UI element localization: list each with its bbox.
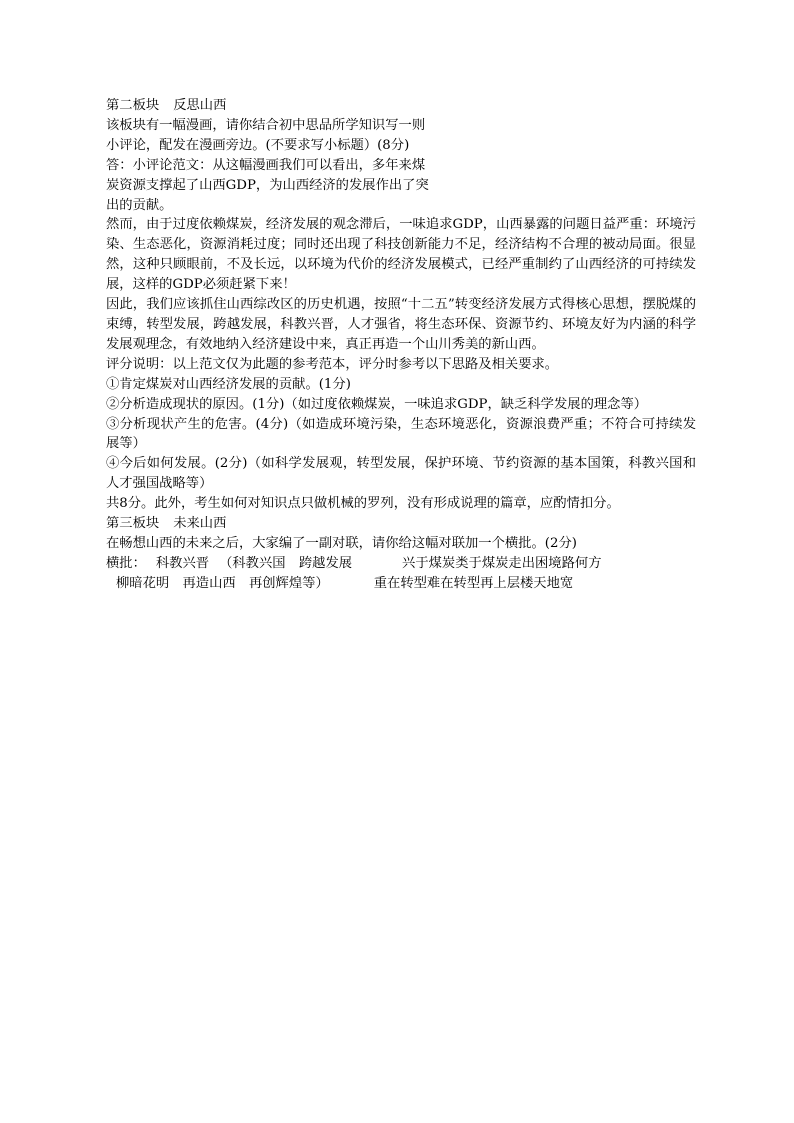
section3-subtitle: 未来山西 — [173, 516, 227, 532]
answer-line2: 炭资源支撑起了山西GDP，为山西经济的发展作出了突 — [106, 177, 429, 193]
section2-question-line2: 小评论，配发在漫画旁边。(不要求写小标题）(8分) — [106, 137, 410, 153]
answer-line3: 出的贡献。 — [106, 197, 173, 213]
total-score-note: 共8分。此外，考生如何对知识点只做机械的罗列，没有形成说理的篇章，应酌情扣分。 — [106, 496, 620, 512]
section3-heading — [106, 514, 706, 534]
hengpi-line2 — [106, 574, 706, 594]
section2-question-line1: 该板块有一幅漫画，请你结合初中思品所学知识写一则 — [106, 117, 426, 133]
grading-point-1: ①肯定煤炭对山西经济发展的贡献。(1分) — [106, 376, 351, 392]
couplet-upper: 兴于煤炭类于煤炭走出困境路何方 — [402, 555, 602, 571]
paragraph-therefore: 因此，我们应该抓住山西综改区的历史机遇，按照“十二五”转变经济发展方式得核心思想，摆脱煤的束缚，转型发展，跨越发展，科教兴晋，人才强省，将生态环保、资源节约、环境友好为内涵的科学发展观理念，有效地纳入经济建设中来，真正再造一个山川秀美的新山西。 — [106, 297, 696, 352]
couplet-lower: 重在转型难在转型再上层楼天地宽 — [373, 575, 574, 591]
answer-line1: 答：小评论范文：从这幅漫画我们可以看出，多年来煤 — [106, 157, 426, 173]
hengpi-alternatives-line1: （科教兴国 跨越发展 — [219, 555, 353, 571]
section3-title: 第三板块 — [106, 516, 160, 532]
grading-point-2: ②分析造成现状的原因。(1分)（如过度依赖煤炭，一味追求GDP，缺乏科学发展的理念等） — [106, 396, 648, 412]
grading-intro: 评分说明：以上范文仅为此题的参考范本，评分时参考以下思路及相关要求。 — [106, 356, 559, 372]
hengpi-line1 — [106, 554, 706, 574]
hengpi-answer: 科教兴晋 — [155, 555, 210, 571]
hengpi-label: 横批： — [106, 555, 146, 571]
grading-point-3: ③分析现状产生的危害。(4分)（如造成环境污染，生态环境恶化，资源浪费严重；不符合可持续发展等） — [106, 416, 696, 452]
section2-heading — [106, 96, 706, 116]
document-body — [106, 96, 706, 594]
section2-subtitle: 反思山西 — [173, 98, 227, 113]
grading-point-4: ④今后如何发展。(2分)（如科学发展观，转型发展，保护环境、节约资源的基本国策，科教兴国和人才强国战略等） — [106, 456, 696, 492]
hengpi-alternatives-line2: 柳暗花明 再造山西 再创辉煌等） — [116, 575, 329, 591]
paragraph-however: 然而，由于过度依赖煤炭，经济发展的观念滞后，一味追求GDP，山西暴露的问题日益严重：环境污染、生态恶化，资源消耗过度；同时还出现了科技创新能力不足，经济结构不合理的被动局面。很显然，这种只顾眼前，不及长远，以环境为代价的经济发展模式，已经严重制约了山西经济的可持续发展，这样的GDP必须赶紧下来！ — [106, 217, 696, 293]
section3-question: 在畅想山西的未来之后，大家编了一副对联，请你给这幅对联加一个横批。(2分) — [106, 535, 577, 551]
section2-title: 第二板块 — [106, 98, 160, 113]
